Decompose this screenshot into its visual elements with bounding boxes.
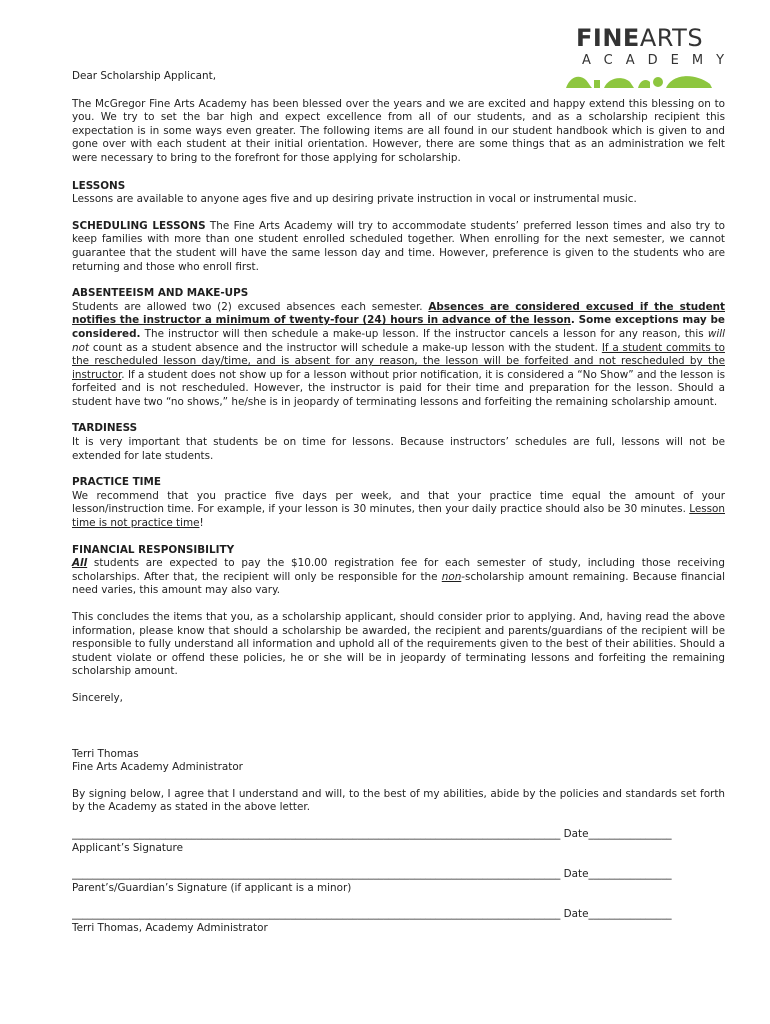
financial-non: non [441, 570, 462, 583]
financial-paragraph [72, 557, 725, 598]
agreement-text: By signing below, I agree that I understand and will, to the best of my abilities, abide by the policies and standards set forth by the Academy as stated in the above letter. [72, 787, 725, 814]
practice-end: ! [199, 517, 204, 530]
signer-name: Terri Thomas [72, 747, 139, 760]
intro-paragraph: The McGregor Fine Arts Academy has been blessed over the years and we are excited and happy extend this blessing on to you. We try to set the bar high and expect excellence from all of our students, and as a scholarship recipient this expectation is in some ways even greater. The following items are all found in our student handbook which is given to and gone over with each student at their initial orientation. However, there are some things that as an administration we felt were necessary to bring to the forefront for those applying for scholarship. [72, 97, 725, 164]
tardiness-text: It is very important that students be on time for lessons. Because instructors’ schedules are full, lessons will not be extended for late students. [72, 436, 725, 462]
logo-word-academy: ACADEMY [582, 53, 738, 68]
scheduling-text: The Fine Arts Academy will try to accommodate students’ preferred lesson times and also try to keep families with more than one student enrolled scheduled together. When enrolling for the next semester, we cannot guarantee that the student will have the same lesson day and time. However, preference is given to the students who are returning and those who enroll first. [72, 219, 726, 273]
absenteeism-will-not: will not [72, 327, 725, 354]
financial-t1: students are expected to pay the $10.00 registration fee for each semester of study, including those receiving scholarships. After that, the recipient will only be responsible for the [72, 557, 725, 583]
financial-t2: -scholarship amount remaining. Because financial need varies, this amount may also vary. [72, 570, 725, 597]
logo-wordmark-top [576, 24, 703, 52]
absenteeism-t6: count as a student absence and the instructor will schedule a make-up lesson with the student. [89, 341, 602, 354]
scholarship-letter [72, 70, 725, 936]
tardiness-heading: TARDINESS [72, 422, 138, 435]
closing: Sincerely, [72, 691, 123, 704]
scheduling-paragraph [72, 220, 725, 274]
absenteeism-excused-rule: Absences are considered excused if the student notifies the instructor a minimum of twenty-four (24) hours in advance of the lesson [72, 300, 726, 327]
administrator-signature-line[interactable]: ______________________________________________________________________________________________ Date________________ [72, 908, 672, 921]
scheduling-heading: SCHEDULING LESSONS [72, 219, 206, 232]
lessons-heading: LESSONS [72, 179, 126, 192]
guardian-signature-label: Parent’s/Guardian’s Signature (if applicant is a minor) [72, 881, 352, 894]
practice-heading: PRACTICE TIME [72, 476, 161, 489]
practice-text: We recommend that you practice five days per week, and that your practice time equal the amount of your lesson/instruction time. For example, if your lesson is 30 minutes, then your daily practice should also be 30 minutes. [72, 489, 725, 516]
absenteeism-heading: ABSENTEEISM AND MAKE-UPS [72, 287, 249, 300]
practice-emphasis: Lesson time is not practice time [72, 503, 725, 530]
guardian-signature-line[interactable]: ______________________________________________________________________________________________ Date________________ [72, 868, 672, 881]
financial-heading: FINANCIAL RESPONSIBILITY [72, 543, 235, 556]
absenteeism-t4: The instructor will then schedule a make-up lesson. If the instructor cancels a lesson for any reason, this [140, 327, 708, 340]
absenteeism-paragraph [72, 301, 725, 410]
absenteeism-t1: Students are allowed two (2) excused absences each semester. [72, 300, 429, 313]
lessons-text: Lessons are available to anyone ages five and up desiring private instruction in vocal or instrumental music. [72, 193, 637, 206]
applicant-signature-line[interactable]: ______________________________________________________________________________________________ Date________________ [72, 827, 672, 840]
logo-word-arts: ARTS [639, 24, 704, 52]
signer-title: Fine Arts Academy Administrator [72, 761, 243, 774]
practice-paragraph [72, 490, 725, 531]
absenteeism-t8: . If a student does not show up for a lesson without prior notification, it is considered a “No Show” and the lesson is forfeited and is not rescheduled. However, the instructor is paid for their time and preparation for the lesson. Should a student have two “no shows,” he/she is in jeopardy of terminating lessons and forfeiting the remaining scholarship amount. [72, 368, 725, 408]
financial-all: All [72, 557, 88, 570]
absenteeism-exceptions: . Some exceptions may be considered. [72, 314, 725, 340]
absenteeism-forfeit-rule: If a student commits to the rescheduled lesson day/time, and is absent for any reason, the lesson will be forfeited and not rescheduled by the instructor [72, 341, 725, 381]
signature-block [72, 828, 725, 936]
applicant-signature-label: Applicant’s Signature [72, 841, 183, 854]
administrator-signature-label: Terri Thomas, Academy Administrator [72, 921, 268, 934]
logo-word-fine: FINE [576, 24, 640, 52]
salutation: Dear Scholarship Applicant, [72, 70, 217, 82]
conclusion-paragraph: This concludes the items that you, as a scholarship applicant, should consider prior to applying. And, having read the above information, please know that should a scholarship be awarded, the recipient and parents/guardians of the recipient will be responsible to fully understand all information and uphold all of the requirements given to the best of their abilities. Should a student violate or offend these policies, he or she will be in jeopardy of terminating lessons and forfeiting the remaining scholarship amount. [72, 611, 725, 678]
